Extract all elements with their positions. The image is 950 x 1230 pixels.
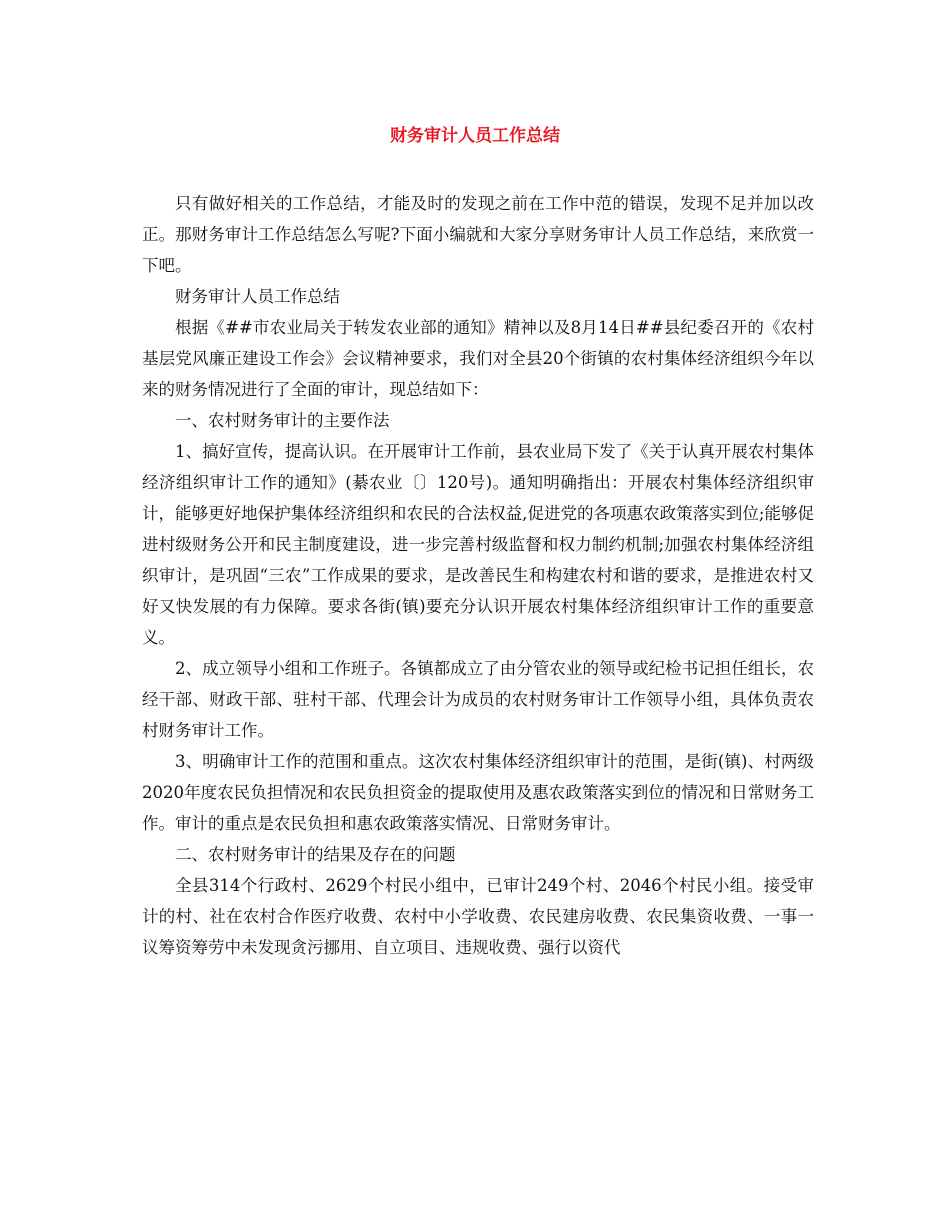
document-body bbox=[142, 188, 814, 963]
paragraph-item-1: 1、搞好宣传，提高认识。在开展审计工作前，县农业局下发了《关于认真开展农村集体经济组织审计工作的通知》(綦农业〔〕120号)。通知明确指出：开展农村集体经济组织审计，能够更好地保护集体经济组织和农民的合法权益,促进党的各项惠农政策落实到位;能够促进村级财务公开和民主制度建设，进一步完善村级监督和权力制约机制;加强农村集体经济组织审计，是巩固“三农”工作成果的要求，是改善民生和构建农村和谐的要求，是推进农村又好又快发展的有力保障。要求各街(镇)要充分认识开展农村集体经济组织审计工作的重要意义。 bbox=[142, 442, 814, 647]
paragraph-results: 全县314个行政村、2629个村民小组中，已审计249个村、2046个村民小组。接受审计的村、社在农村合作医疗收费、农村中小学收费、农民建房收费、农民集资收费、一事一议筹资筹劳中未发现贪污挪用、自立项目、违规收费、强行以资代 bbox=[142, 876, 814, 957]
section-heading-2: 二、农村财务审计的结果及存在的问题 bbox=[175, 845, 456, 864]
paragraph-basis: 根据《##市农业局关于转发农业部的通知》精神以及8月14日##县纪委召开的《农村基层党风廉正建设工作会》会议精神要求，我们对全县20个街镇的农村集体经济组织今年以来的财务情况进行了全面的审计，现总结如下： bbox=[142, 318, 814, 399]
section-heading-1: 一、农村财务审计的主要作法 bbox=[175, 411, 390, 430]
document-title: 财务审计人员工作总结 bbox=[390, 126, 560, 146]
paragraph-subtitle: 财务审计人员工作总结 bbox=[175, 287, 340, 306]
paragraph-item-3: 3、明确审计工作的范围和重点。这次农村集体经济组织审计的范围，是街(镇)、村两级2020年度农民负担情况和农民负担资金的提取使用及惠农政策落实到位的情况和日常财务工作。审计的重点是农民负担和惠农政策落实情况、日常财务审计。 bbox=[142, 752, 814, 833]
paragraph-item-2: 2、成立领导小组和工作班子。各镇都成立了由分管农业的领导或纪检书记担任组长，农经干部、财政干部、驻村干部、代理会计为成员的农村财务审计工作领导小组，具体负责农村财务审计工作。 bbox=[142, 659, 814, 740]
paragraph-intro: 只有做好相关的工作总结，才能及时的发现之前在工作中范的错误，发现不足并加以改正。那财务审计工作总结怎么写呢?下面小编就和大家分享财务审计人员工作总结，来欣赏一下吧。 bbox=[142, 194, 814, 275]
